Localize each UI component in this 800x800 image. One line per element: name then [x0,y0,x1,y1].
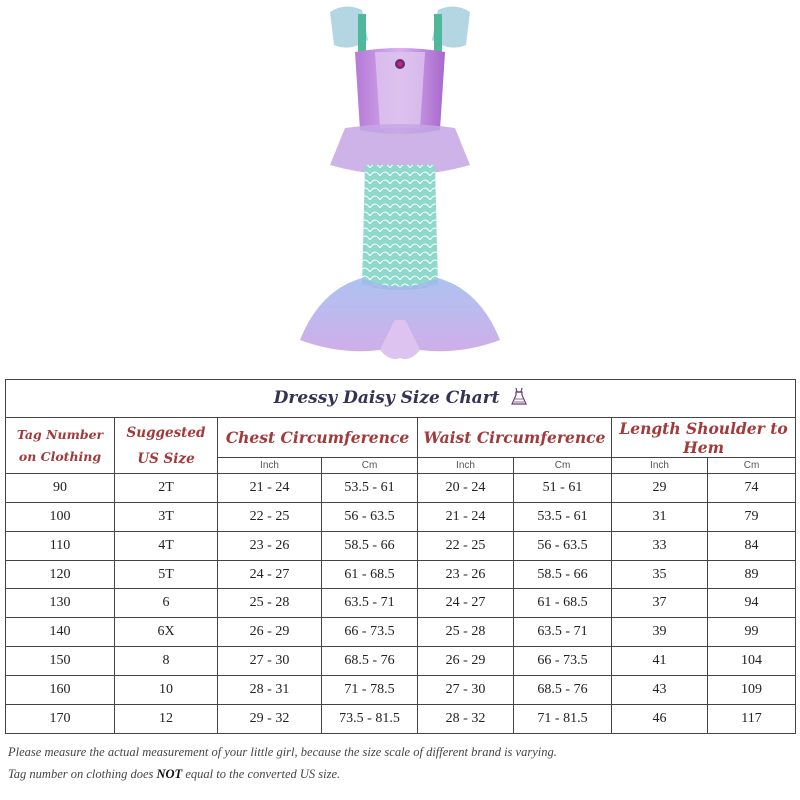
table-row [6,647,796,676]
cell-waist-cm: 53.5 - 61 [514,502,612,531]
cell-length-inch: 41 [612,647,708,676]
cell-length-cm: 117 [708,705,796,734]
dress-icon [511,387,527,410]
cell-tag-number: 130 [6,589,115,618]
cell-waist-cm: 71 - 81.5 [514,705,612,734]
cell-length-cm: 104 [708,647,796,676]
cell-us-size: 3T [115,502,218,531]
header-chest: Chest Circumference [218,418,418,458]
unit-cm: Cm [514,458,612,474]
unit-inch: Inch [612,458,708,474]
cell-length-cm: 94 [708,589,796,618]
cell-length-cm: 89 [708,560,796,589]
cell-length-inch: 29 [612,473,708,502]
cell-length-inch: 39 [612,618,708,647]
tag-number-note [8,767,340,782]
cell-us-size: 6 [115,589,218,618]
measurement-note: Please measure the actual measurement of your little girl, because the size scale of different brand is varying. [8,745,557,759]
cell-waist-inch: 27 - 30 [418,676,514,705]
cell-waist-cm: 66 - 73.5 [514,647,612,676]
table-row [6,705,796,734]
cell-tag-number: 140 [6,618,115,647]
chart-title [6,380,796,418]
cell-chest-inch: 21 - 24 [218,473,322,502]
cell-tag-number: 170 [6,705,115,734]
note-emphasis: NOT [156,767,183,781]
note-text: equal to the converted US size. [182,767,341,781]
cell-waist-inch: 21 - 24 [418,502,514,531]
table-row [6,502,796,531]
cell-chest-cm: 61 - 68.5 [322,560,418,589]
cell-chest-inch: 25 - 28 [218,589,322,618]
cell-length-cm: 84 [708,531,796,560]
cell-chest-cm: 53.5 - 61 [322,473,418,502]
cell-chest-inch: 28 - 31 [218,676,322,705]
cell-waist-inch: 20 - 24 [418,473,514,502]
cell-tag-number: 150 [6,647,115,676]
size-rows [6,473,796,733]
cell-us-size: 2T [115,473,218,502]
cell-length-cm: 79 [708,502,796,531]
cell-chest-inch: 22 - 25 [218,502,322,531]
table-row [6,676,796,705]
cell-chest-cm: 66 - 73.5 [322,618,418,647]
cell-waist-cm: 51 - 61 [514,473,612,502]
cell-length-cm: 74 [708,473,796,502]
cell-waist-inch: 28 - 32 [418,705,514,734]
cell-waist-inch: 26 - 29 [418,647,514,676]
cell-us-size: 6X [115,618,218,647]
cell-chest-cm: 56 - 63.5 [322,502,418,531]
unit-cm: Cm [322,458,418,474]
cell-us-size: 10 [115,676,218,705]
cell-chest-cm: 71 - 78.5 [322,676,418,705]
note-text: Tag number on clothing does [8,767,157,781]
chart-title-text: Dressy Daisy Size Chart [273,388,500,409]
cell-chest-inch: 26 - 29 [218,618,322,647]
cell-chest-cm: 58.5 - 66 [322,531,418,560]
cell-waist-inch: 25 - 28 [418,618,514,647]
cell-length-inch: 37 [612,589,708,618]
cell-length-inch: 43 [612,676,708,705]
cell-us-size: 4T [115,531,218,560]
header-waist: Waist Circumference [418,418,612,458]
unit-cm: Cm [708,458,796,474]
header-us-size: Suggested US Size [115,418,218,474]
table-row [6,589,796,618]
cell-waist-cm: 56 - 63.5 [514,531,612,560]
size-chart-table [5,379,796,734]
cell-chest-inch: 24 - 27 [218,560,322,589]
cell-length-inch: 33 [612,531,708,560]
cell-chest-cm: 63.5 - 71 [322,589,418,618]
cell-waist-cm: 63.5 - 71 [514,618,612,647]
mermaid-dress-illustration [0,0,800,370]
cell-length-inch: 31 [612,502,708,531]
cell-us-size: 12 [115,705,218,734]
table-row [6,560,796,589]
cell-length-cm: 109 [708,676,796,705]
unit-inch: Inch [218,458,322,474]
cell-length-cm: 99 [708,618,796,647]
cell-chest-inch: 27 - 30 [218,647,322,676]
cell-us-size: 8 [115,647,218,676]
cell-waist-cm: 61 - 68.5 [514,589,612,618]
header-tag-number: Tag Number on Clothing [6,418,115,474]
cell-tag-number: 110 [6,531,115,560]
cell-waist-inch: 22 - 25 [418,531,514,560]
cell-waist-cm: 68.5 - 76 [514,676,612,705]
cell-length-inch: 35 [612,560,708,589]
unit-inch: Inch [418,458,514,474]
cell-length-inch: 46 [612,705,708,734]
table-row [6,473,796,502]
product-image [0,0,800,370]
cell-chest-inch: 29 - 32 [218,705,322,734]
header-length: Length Shoulder to Hem [612,418,796,458]
cell-chest-cm: 73.5 - 81.5 [322,705,418,734]
cell-waist-cm: 58.5 - 66 [514,560,612,589]
cell-chest-cm: 68.5 - 76 [322,647,418,676]
cell-tag-number: 120 [6,560,115,589]
cell-waist-inch: 24 - 27 [418,589,514,618]
cell-tag-number: 160 [6,676,115,705]
cell-tag-number: 90 [6,473,115,502]
cell-tag-number: 100 [6,502,115,531]
cell-waist-inch: 23 - 26 [418,560,514,589]
table-row [6,531,796,560]
cell-chest-inch: 23 - 26 [218,531,322,560]
table-row [6,618,796,647]
cell-us-size: 5T [115,560,218,589]
